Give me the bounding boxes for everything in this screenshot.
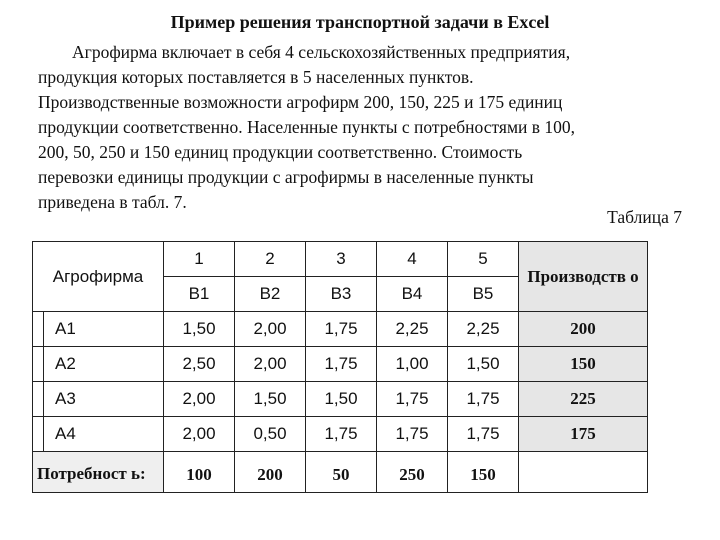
cost-cell: 1,75: [377, 417, 448, 452]
demand-cell: 150: [448, 452, 519, 493]
text-line: продукции соответственно. Населенные пункты с потребностями в 100,: [38, 117, 576, 137]
cost-cell: 1,75: [448, 382, 519, 417]
cost-cell: 1,00: [377, 347, 448, 382]
row-label: A2: [33, 347, 164, 382]
col-number: 3: [306, 242, 377, 277]
cost-cell: 2,00: [235, 347, 306, 382]
table-caption: Таблица 7: [607, 207, 682, 227]
cost-cell: 1,50: [164, 312, 235, 347]
row-label: A1: [33, 312, 164, 347]
cost-cell: 1,50: [306, 382, 377, 417]
col-code: B2: [235, 277, 306, 312]
demand-cell: 50: [306, 452, 377, 493]
cost-cell: 0,50: [235, 417, 306, 452]
production-cell: 225: [519, 382, 648, 417]
table-row: [33, 312, 648, 347]
cost-cell: 1,75: [306, 347, 377, 382]
cost-cell: 2,50: [164, 347, 235, 382]
cost-cell: 2,25: [448, 312, 519, 347]
demand-cell: 100: [164, 452, 235, 493]
text-line: приведена в табл. 7.: [38, 192, 187, 212]
cost-cell: 1,75: [377, 382, 448, 417]
col-code: B3: [306, 277, 377, 312]
col-number: 5: [448, 242, 519, 277]
cost-cell: 2,25: [377, 312, 448, 347]
col-number: 2: [235, 242, 306, 277]
cost-cell: 2,00: [164, 382, 235, 417]
cost-cell: 1,75: [448, 417, 519, 452]
page-title: Пример решения транспортной задачи в Excel: [170, 12, 550, 32]
text-line: 200, 50, 250 и 150 единиц продукции соответственно. Стоимость: [38, 142, 523, 162]
production-cell: 175: [519, 417, 648, 452]
cost-cell: 1,50: [235, 382, 306, 417]
cost-cell: 1,75: [306, 312, 377, 347]
empty-cell: [519, 452, 648, 493]
row-label: A3: [33, 382, 164, 417]
cost-cell: 2,00: [164, 417, 235, 452]
production-header: Производств о: [519, 242, 648, 312]
header-row-numbers: [33, 242, 648, 277]
row-label: A4: [33, 417, 164, 452]
cost-cell: 1,75: [306, 417, 377, 452]
table-row: [33, 347, 648, 382]
col-code: B1: [164, 277, 235, 312]
demand-cell: 250: [377, 452, 448, 493]
text-line: Агрофирма включает в себя 4 сельскохозяйственных предприятия,: [72, 42, 571, 62]
problem-text: [38, 40, 688, 215]
demand-cell: 200: [235, 452, 306, 493]
cost-cell: 2,00: [235, 312, 306, 347]
cost-cell: 1,50: [448, 347, 519, 382]
demand-row: [33, 452, 648, 493]
col-code: B4: [377, 277, 448, 312]
col-code: B5: [448, 277, 519, 312]
corner-header: Агрофирма: [33, 242, 164, 312]
text-line: перевозки единицы продукции с агрофирмы в населенные пункты: [38, 167, 534, 187]
table-row: [33, 382, 648, 417]
cost-table: [32, 241, 648, 493]
production-cell: 200: [519, 312, 648, 347]
col-number: 4: [377, 242, 448, 277]
text-line: продукция которых поставляется в 5 населенных пунктов.: [38, 67, 474, 87]
demand-label: Потребност ь:: [33, 452, 164, 493]
text-line: Производственные возможности агрофирм 200, 150, 225 и 175 единиц: [38, 92, 563, 112]
table-row: [33, 417, 648, 452]
col-number: 1: [164, 242, 235, 277]
production-cell: 150: [519, 347, 648, 382]
